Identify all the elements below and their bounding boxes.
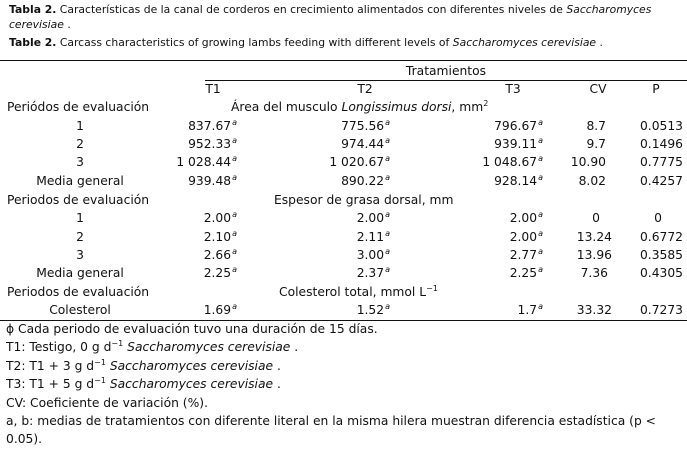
section-title: Colesterol total, mmol $L^{-1}$ [279,284,438,299]
column-header-t1: T1 [205,82,221,96]
column-header-t3: T3 [505,82,521,96]
section-title: Área del musculo Longissimus dorsi, $mm^2$ [231,99,489,114]
caption-species: Saccharomyces cerevisiae [9,3,652,31]
section-label: Periodos de evaluación [7,285,150,299]
column-header-cv: CV [589,82,607,96]
section-label: Periódos de evaluación [7,100,150,114]
caption-text: Características de la canal de corderos en crecimiento alimentados con diferentes niveles de [59,3,563,16]
section-title: Espesor de grasa dorsal, mm [274,193,454,207]
table-top-rule [0,60,687,61]
footnote-t1: T1: Testigo, 0 g $d^{-1}$ Saccharomyces cerevisiae . [6,339,299,354]
caption-label: Table 2. [9,36,57,49]
table-caption-english: Table 2. Carcass characteristics of growing lambs feeding with different levels of Saccharomyces cerevisiae . [9,36,603,49]
caption-text: Carcass characteristics of growing lambs feeding with different levels of [59,36,450,49]
group-header: Tratamientos [405,64,487,78]
caption-label: Tabla 2. [9,3,57,16]
footnote-t2: T2: T1 + 3 g $d^{-1}$ Saccharomyces cerevisiae . [6,358,281,373]
column-header-t2: T2 [357,82,373,96]
caption-species: Saccharomyces cerevisiae [452,36,597,49]
footnote-significance: a, b: medias de tratamientos con diferente literal en la misma hilera muestran diferencia estadística (p < 0.05). [6,414,656,446]
footnote-t3: T3: T1 + 5 g $d^{-1}$ Saccharomyces cerevisiae . [6,376,281,391]
table-caption-spanish: Tabla 2. Características de la canal de corderos en crecimiento alimentados con diferentes niveles de Saccharomyces cerevisiae . [9,3,652,31]
column-header-p: P [652,82,660,96]
footnote-cv: CV: Coeficiente de variación (%). [6,396,208,410]
section-label: Periodos de evaluación [7,193,150,207]
footnote-phi: ϕ Cada periodo de evaluación tuvo una duración de 15 días. [6,322,378,336]
